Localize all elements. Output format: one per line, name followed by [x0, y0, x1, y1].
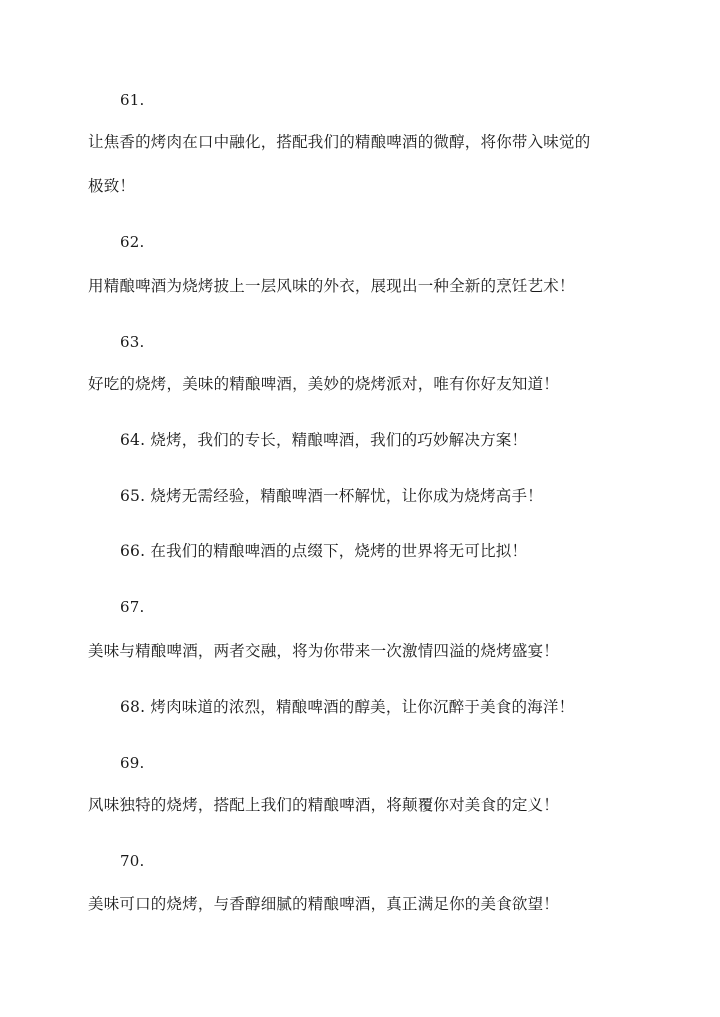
- entry-number-62: 62.: [120, 233, 145, 251]
- entry-text-67: 美味与精酿啤酒，两者交融，将为你带来一次激情四溢的烧烤盛宴！: [88, 642, 560, 660]
- entry-66: 66. 在我们的精酿啤酒的点缀下，烧烤的世界将无可比拟！: [120, 542, 528, 560]
- entry-text-61-line-1: 让焦香的烤肉在口中融化，搭配我们的精酿啤酒的微醇，将你带入味觉的: [88, 133, 591, 151]
- entry-64: 64. 烧烤，我们的专长，精酿啤酒，我们的巧妙解决方案！: [120, 431, 528, 449]
- entry-number-67: 67.: [120, 598, 145, 616]
- entry-text-62: 用精酿啤酒为烧烤披上一层风味的外衣，展现出一种全新的烹饪艺术！: [88, 277, 575, 295]
- entry-number-69: 69.: [120, 754, 145, 772]
- entry-number-63: 63.: [120, 333, 145, 351]
- entry-65: 65. 烧烤无需经验，精酿啤酒一杯解忧，让你成为烧烤高手！: [120, 487, 543, 505]
- entry-text-61-line-2: 极致！: [88, 177, 136, 195]
- entry-number-61: 61.: [120, 91, 145, 109]
- entry-text-70: 美味可口的烧烤，与香醇细腻的精酿啤酒，真正满足你的美食欲望！: [88, 895, 560, 913]
- entry-68: 68. 烤肉味道的浓烈，精酿啤酒的醇美，让你沉醉于美食的海洋！: [120, 698, 575, 716]
- entry-text-69: 风味独特的烧烤，搭配上我们的精酿啤酒，将颠覆你对美食的定义！: [88, 796, 560, 814]
- entry-number-70: 70.: [120, 852, 145, 870]
- entry-text-63: 好吃的烧烤，美味的精酿啤酒，美妙的烧烤派对，唯有你好友知道！: [88, 375, 560, 393]
